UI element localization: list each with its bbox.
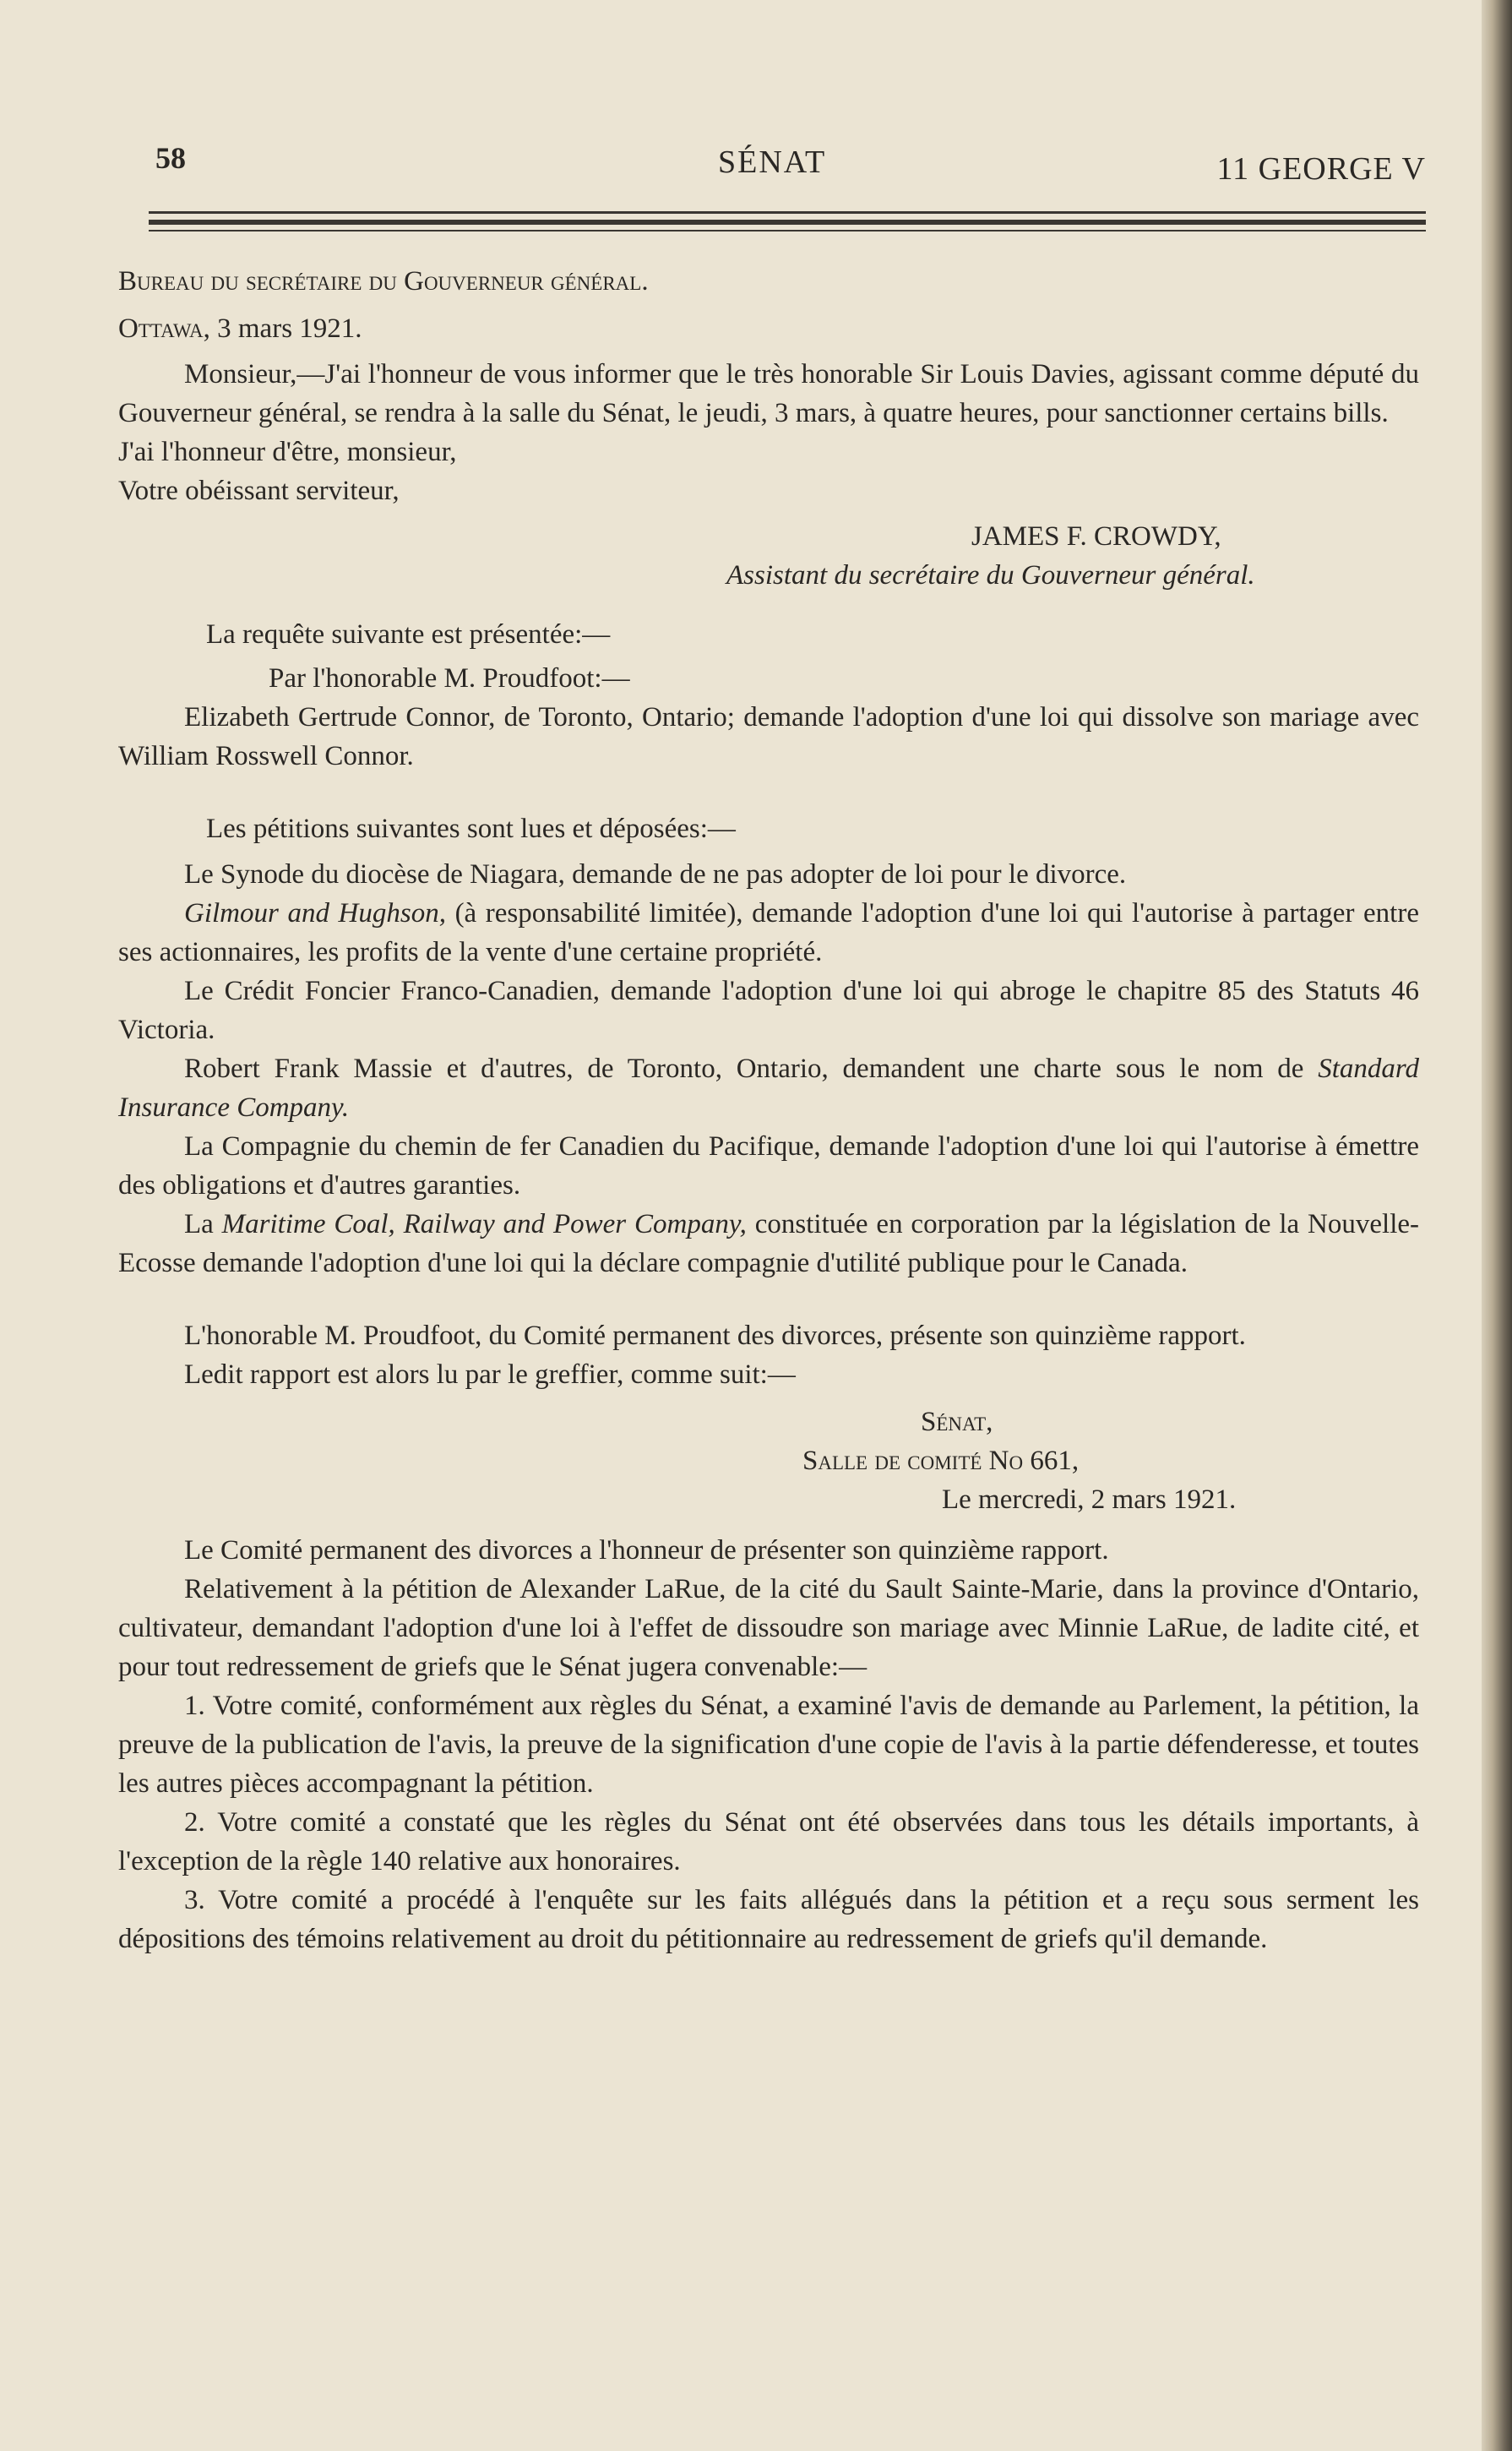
- running-header: [152, 140, 1426, 191]
- report-paragraph: Le Comité permanent des divorces a l'honneur de présenter son quinzième rapport.: [184, 1535, 1109, 1566]
- running-title: SÉNAT: [718, 144, 827, 180]
- regnal-year: 11 GEORGE V: [1216, 151, 1426, 187]
- petition-item: [118, 972, 1419, 1049]
- report-paragraph: Relativement à la pétition de Alexander LaRue, de la cité du Sault Sainte-Marie, dans la province d'Ontario, cultivateur, demandant l'adoption d'une loi à l'effet de dissoudre son mariage avec Minnie LaRue, de ladite cité, et pour tout redressement de griefs que le Sénat jugera convenable:—: [118, 1574, 1419, 1682]
- letter-closing-1: J'ai l'honneur d'être, monsieur,: [118, 437, 457, 467]
- petition-item-text: Le Crédit Foncier Franco-Canadien, demande l'adoption d'une loi qui abroge le chapitre 85 des Statuts 46 Victoria.: [118, 976, 1419, 1045]
- report-date: Le mercredi, 2 mars 1921.: [942, 1484, 1237, 1515]
- page-content: [118, 262, 1419, 1958]
- petition-item-text: Robert Frank Massie et d'autres, de Toronto, Ontario, demandent une charte sous le nom de: [184, 1054, 1319, 1084]
- petition-presented-intro: La requête suivante est présentée:—: [206, 619, 611, 650]
- petitions-read-intro: Les pétitions suivantes sont lues et déposées:—: [206, 814, 736, 844]
- report-read: Ledit rapport est alors lu par le greffier, comme suit:—: [184, 1359, 796, 1390]
- petition-item-text: constituée en corporation par la législation de la Nouvelle-Ecosse demande l'adoption d'une loi qui la déclare compagnie d'utilité publique pour le Canada.: [118, 1209, 1419, 1278]
- letter-body: Monsieur,—J'ai l'honneur de vous informer que le très honorable Sir Louis Davies, agissant comme député du Gouverneur général, se rendra à la salle du Sénat, le jeudi, 3 mars, à quatre heures, pour sanctionner certains bills.: [118, 359, 1419, 428]
- page-number: 58: [155, 141, 186, 175]
- letter-date: 3 mars 1921.: [217, 313, 362, 344]
- letter-closing-2: Votre obéissant serviteur,: [118, 476, 400, 506]
- petition-item-text: Le Synode du diocèse de Niagara, demande de ne pas adopter de loi pour le divorce.: [184, 859, 1127, 890]
- header-rule-thin: [149, 211, 1426, 214]
- petition-item: [118, 1127, 1419, 1205]
- petition-item-italic: Standard Insurance Company.: [118, 1054, 1419, 1123]
- petition-item-text: (à responsabilité limitée), demande l'adoption d'une loi qui l'autorise à partager entre ses actionnaires, les profits de la vente d'une certaine propriété.: [118, 898, 1419, 967]
- petition-item-italic: Gilmour and Hughson,: [184, 898, 446, 929]
- petition-item: [118, 1049, 1419, 1127]
- petition-item: [118, 894, 1419, 972]
- letter-dateline: [118, 309, 1419, 348]
- report-presented: L'honorable M. Proudfoot, du Comité permanent des divorces, présente son quinzième rapport.: [184, 1321, 1246, 1351]
- header-rule-bottom: [149, 230, 1426, 231]
- petition-presented-text: Elizabeth Gertrude Connor, de Toronto, Ontario; demande l'adoption d'une loi qui dissolve son mariage avec William Rosswell Connor.: [118, 702, 1419, 771]
- petition-item: [118, 1205, 1419, 1283]
- letter-signature-title: Assistant du secrétaire du Gouverneur général.: [726, 560, 1255, 591]
- petition-item-text: La Compagnie du chemin de fer Canadien du Pacifique, demande l'adoption d'une loi qui l'autorise à émettre des obligations et d'autres garanties.: [118, 1131, 1419, 1201]
- report-heading: Sénat,: [921, 1407, 993, 1437]
- report-paragraph: 3. Votre comité a procédé à l'enquête sur les faits allégués dans la pétition et a reçu sous serment les dépositions des témoins relativement au droit du pétitionnaire au redressement de griefs qu'il demande.: [118, 1885, 1419, 1954]
- letter-office: Bureau du secrétaire du Gouverneur général.: [118, 266, 649, 297]
- petition-item: [118, 855, 1419, 894]
- letter-signature: JAMES F. CROWDY,: [971, 521, 1221, 552]
- page-edge-shadow: [1482, 0, 1512, 2451]
- letter-place: Ottawa,: [118, 313, 210, 344]
- header-rule-thick: [149, 220, 1426, 225]
- petition-presented-sponsor: Par l'honorable M. Proudfoot:—: [269, 663, 630, 694]
- petition-item-italic: Maritime Coal, Railway and Power Company,: [221, 1209, 747, 1239]
- report-room: Salle de comité No 661,: [802, 1446, 1080, 1476]
- report-paragraph: 1. Votre comité, conformément aux règles du Sénat, a examiné l'avis de demande au Parlement, la pétition, la preuve de la publication de l'avis, la preuve de la signification d'une copie de l'avis à la partie défenderesse, et toutes les autres pièces accompagnant la pétition.: [118, 1691, 1419, 1799]
- report-paragraph: 2. Votre comité a constaté que les règles du Sénat ont été observées dans tous les détails importants, à l'exception de la règle 140 relative aux honoraires.: [118, 1807, 1419, 1876]
- petition-item-text: La: [184, 1209, 222, 1239]
